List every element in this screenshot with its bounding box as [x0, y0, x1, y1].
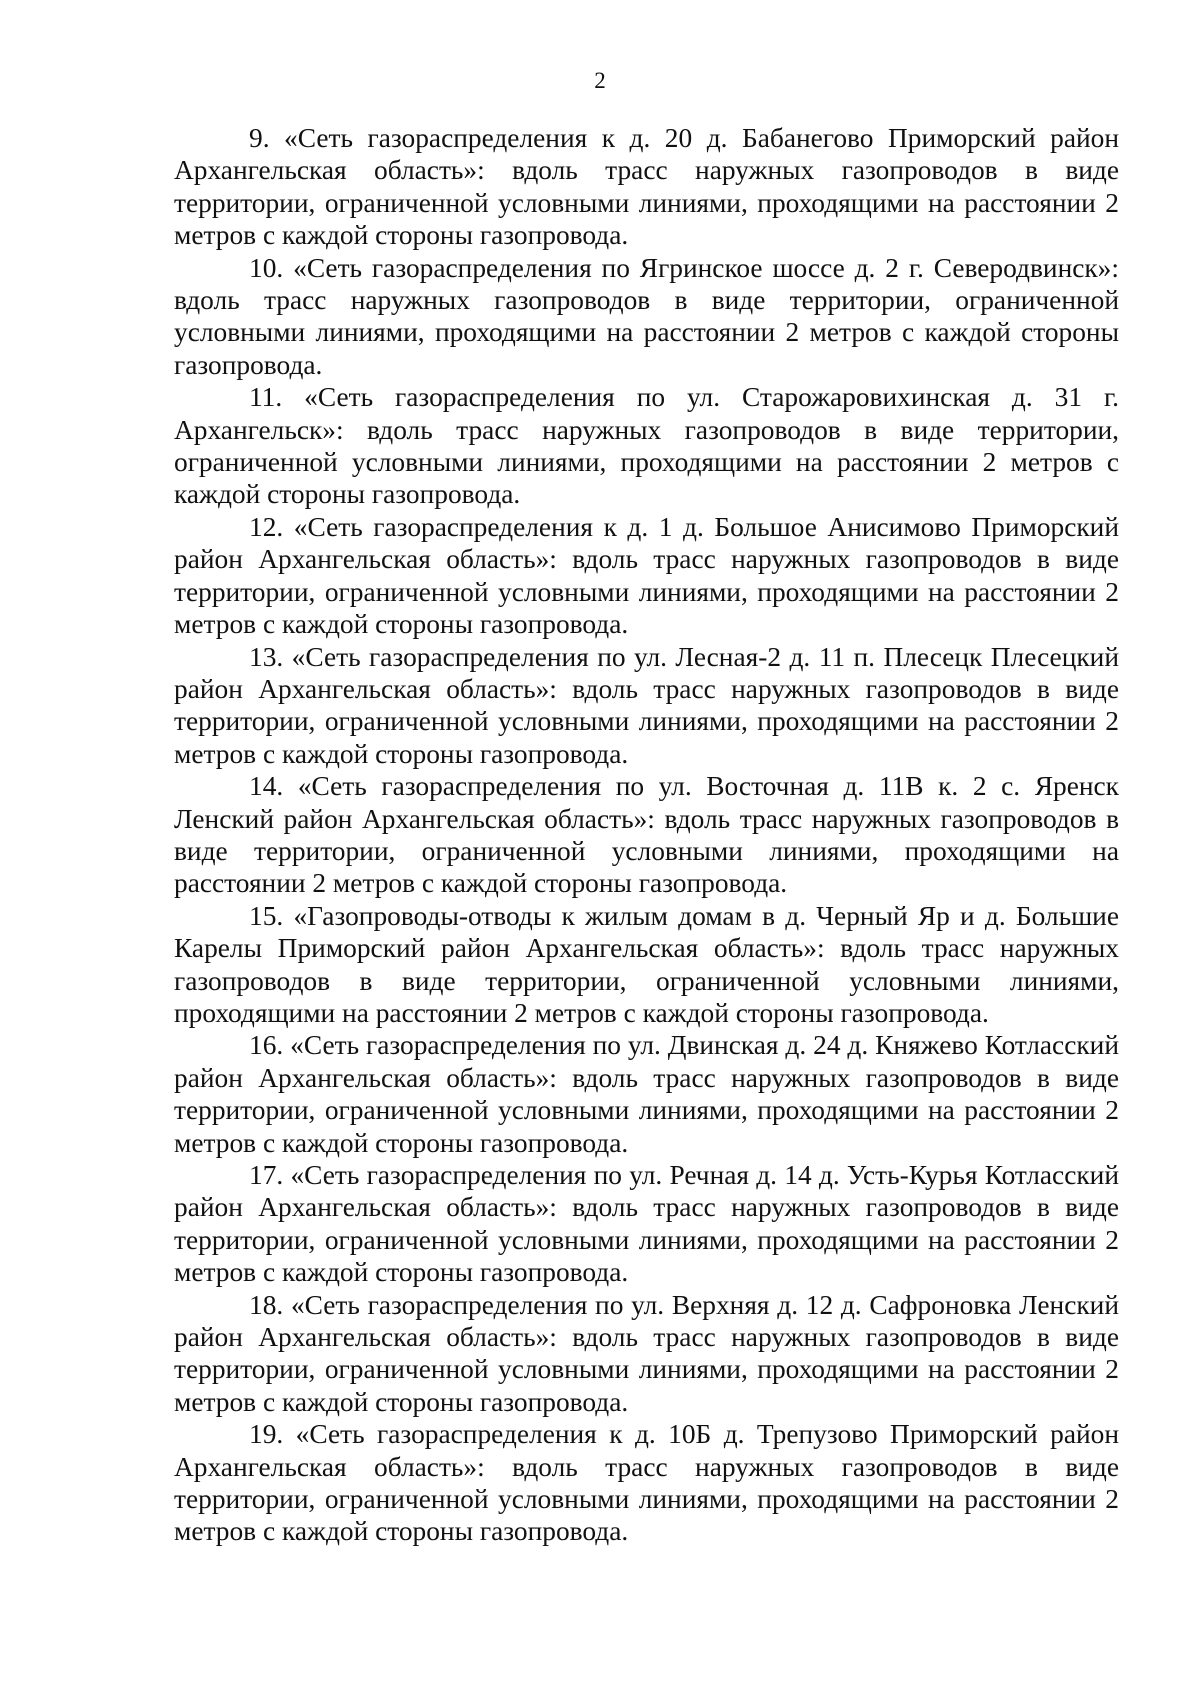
list-item-15: 15. «Газопроводы-отводы к жилым домам в д. Черный Яр и д. Большие Карелы Приморский район Архангельская область»: вдоль трасс наружных газопроводов в виде территории, ограниченной условными линиями, проходящими на расстоянии 2 метров с каждой стороны газопровода.	[174, 900, 1119, 1028]
list-item-12: 12. «Сеть газораспределения к д. 1 д. Большое Анисимово Приморский район Архангельская область»: вдоль трасс наружных газопроводов в виде территории, ограниченной условными линиями, проходящими на расстоянии 2 метров с каждой стороны газопровода.	[174, 511, 1119, 640]
list-item-13: 13. «Сеть газораспределения по ул. Лесная-2 д. 11 п. Плесецк Плесецкий район Архангельская область»: вдоль трасс наружных газопроводов в виде территории, ограниченной условными линиями, проходящими на расстоянии 2 метров с каждой стороны газопровода.	[174, 641, 1119, 769]
list-item-18: 18. «Сеть газораспределения по ул. Верхняя д. 12 д. Сафроновка Ленский район Архангельская область»: вдоль трасс наружных газопроводов в виде территории, ограниченной условными линиями, проходящими на расстоянии 2 метров с каждой стороны газопровода.	[174, 1289, 1119, 1417]
list-item-14: 14. «Сеть газораспределения по ул. Восточная д. 11В к. 2 с. Яренск Ленский район Архангельская область»: вдоль трасс наружных газопроводов в виде территории, ограниченной условными линиями, проходящими на расстоянии 2 метров с каждой стороны газопровода.	[174, 771, 1119, 899]
list-item-19: 19. «Сеть газораспределения к д. 10Б д. Трепузово Приморский район Архангельская область»: вдоль трасс наружных газопроводов в виде территории, ограниченной условными линиями, проходящими на расстоянии 2 метров с каждой стороны газопровода.	[174, 1419, 1119, 1547]
document-body	[174, 122, 1119, 1548]
list-item-11: 11. «Сеть газораспределения по ул. Старожаровихинская д. 31 г. Архангельск»: вдоль трасс наружных газопроводов в виде территории, ограниченной условными линиями, проходящими на расстоянии 2 метров с каждой стороны газопровода.	[174, 382, 1119, 510]
list-item-17: 17. «Сеть газораспределения по ул. Речная д. 14 д. Усть-Курья Котласский район Архангельская область»: вдоль трасс наружных газопроводов в виде территории, ограниченной условными линиями, проходящими на расстоянии 2 метров с каждой стороны газопровода.	[174, 1160, 1119, 1288]
list-item-9: 9. «Сеть газораспределения к д. 20 д. Бабанегово Приморский район Архангельская область»: вдоль трасс наружных газопроводов в виде территории, ограниченной условными линиями, проходящими на расстоянии 2 метров с каждой стороны газопровода.	[174, 123, 1119, 251]
page-number: 2	[594, 68, 606, 93]
list-item-16: 16. «Сеть газораспределения по ул. Двинская д. 24 д. Княжево Котласский район Архангельская область»: вдоль трасс наружных газопроводов в виде территории, ограниченной условными линиями, проходящими на расстоянии 2 метров с каждой стороны газопровода.	[174, 1030, 1119, 1158]
list-item-10: 10. «Сеть газораспределения по Ягринское шоссе д. 2 г. Северодвинск»: вдоль трасс наружных газопроводов в виде территории, ограниченной условными линиями, проходящими на расстоянии 2 метров с каждой стороны газопровода.	[174, 252, 1119, 380]
